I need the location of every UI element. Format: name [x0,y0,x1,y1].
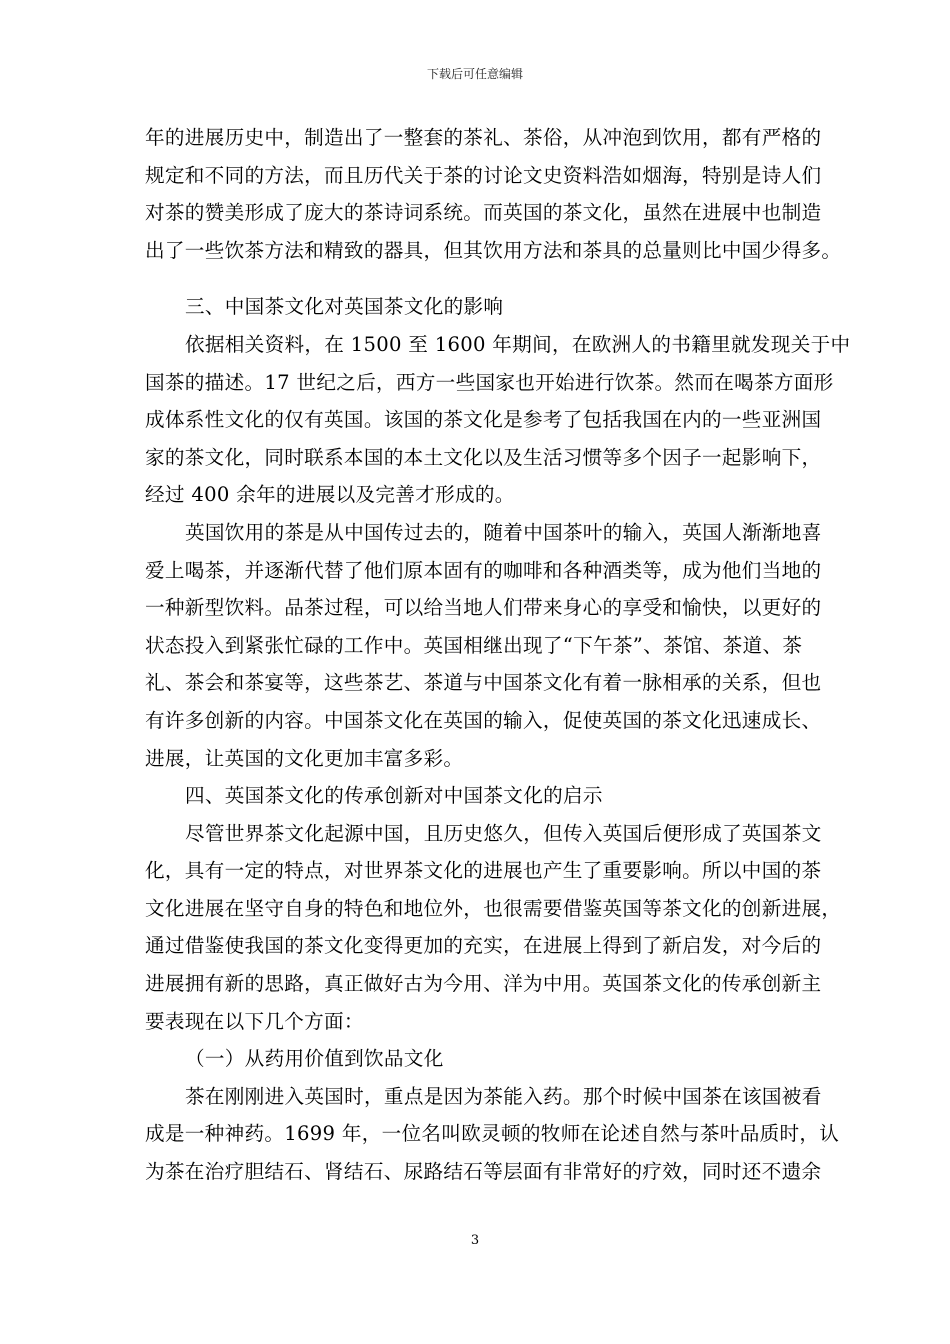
text-line: 年的进展历史中，制造出了一整套的茶礼、茶俗，从冲泡到饮用，都有严格的 [145,126,822,149]
text-line: 成是一种神药。1699 年，一位名叫欧灵顿的牧师在论述自然与茶叶品质时，认 [145,1122,840,1146]
text-line: 尽管世界茶文化起源中国，且历史悠久，但传入英国后便形成了英国茶文 [185,821,822,845]
body-text [145,119,851,1191]
text-line: 为茶在治疗胆结石、肾结石、尿路结石等层面有非常好的疗效，同时还不遗余 [145,1160,822,1184]
text-line: 规定和不同的方法，而且历代关于茶的讨论文史资料浩如烟海，特别是诗人们 [145,163,822,187]
text-line: 爱上喝茶，并逐渐代替了他们原本固有的咖啡和各种酒类等，成为他们当地的 [145,558,822,582]
paragraph-gap [145,269,805,288]
text-line: 依据相关资料，在 1500 至 1600 年期间，在欧洲人的书籍里就发现关于中 [185,332,851,356]
section-heading-3: 三、中国茶文化对英国茶文化的影响 [185,295,504,319]
text-line: 茶在刚刚进入英国时，重点是因为茶能入药。那个时候中国茶在该国被看 [185,1084,822,1108]
text-line: 英国饮用的茶是从中国传过去的，随着中国茶叶的输入，英国人渐渐地喜 [185,520,822,544]
page-number: 3 [470,1233,480,1248]
text-line: 礼、茶会和茶宴等，这些茶艺、茶道与中国茶文化有着一脉相承的关系，但也 [145,671,822,695]
text-line: 经过 400 余年的进展以及完善才形成的。 [145,483,515,507]
section-heading-4: 四、英国茶文化的传承创新对中国茶文化的启示 [185,784,603,808]
text-line: 状态投入到紧张忙碌的工作中。英国相继出现了“下午茶”、茶馆、茶道、茶 [145,633,803,657]
page-header: 下载后可任意编辑 [426,67,523,81]
text-line: 成体系性文化的仅有英国。该国的茶文化是参考了包括我国在内的一些亚洲国 [145,408,822,432]
text-line: 进展，让英国的文化更加丰富多彩。 [145,746,464,770]
text-line: 要表现在以下几个方面： [145,1009,364,1033]
subsection-heading-1: （一）从药用价值到饮品文化 [185,1047,444,1071]
text-line: 国茶的描述。17 世纪之后，西方一些国家也开始进行饮茶。然而在喝茶方面形 [145,370,834,394]
text-line: 一种新型饮料。品茶过程，可以给当地人们带来身心的享受和愉快，以更好的 [145,596,822,620]
text-line: 进展拥有新的思路，真正做好古为今用、洋为中用。英国茶文化的传承创新主 [145,972,822,996]
text-line: 对茶的赞美形成了庞大的茶诗词系统。而英国的茶文化，虽然在进展中也制造 [145,201,822,225]
text-line: 家的茶文化，同时联系本国的本土文化以及生活习惯等多个因子一起影响下， [145,445,822,469]
text-line: 有许多创新的内容。中国茶文化在英国的输入，促使英国的茶文化迅速成长、 [145,708,822,732]
text-line: 通过借鉴使我国的茶文化变得更加的充实，在进展上得到了新启发，对今后的 [145,934,822,958]
text-line: 文化进展在坚守自身的特色和地位外，也很需要借鉴英国等茶文化的创新进展， [145,896,842,920]
text-line: 化，具有一定的特点，对世界茶文化的进展也产生了重要影响。所以中国的茶 [145,859,822,883]
text-line: 出了一些饮茶方法和精致的器具，但其饮用方法和茶具的总量则比中国少得多。 [145,238,842,262]
